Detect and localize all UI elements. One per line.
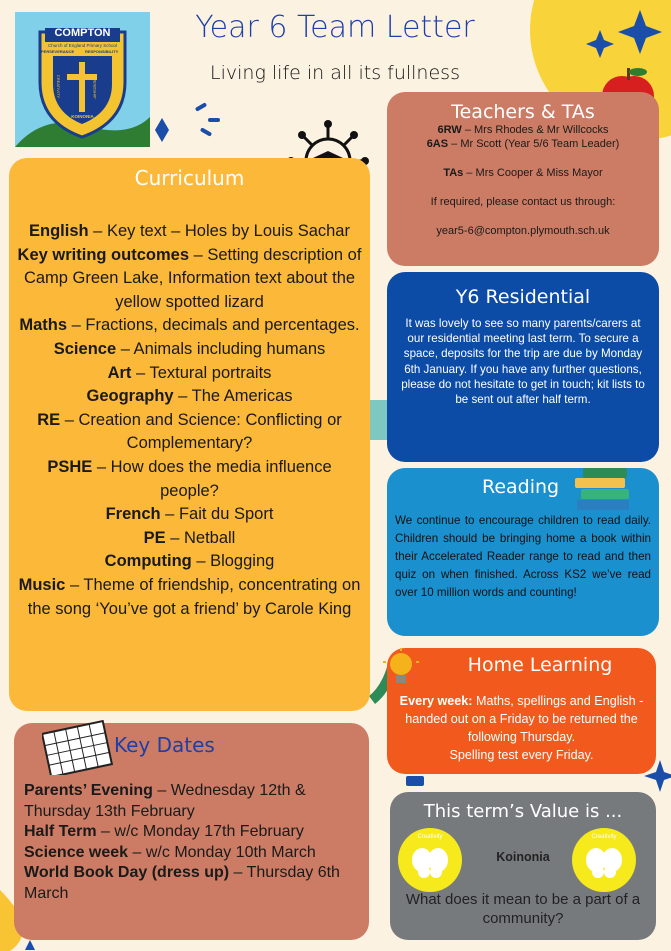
list-item: [9, 456, 370, 503]
tas-line: [387, 166, 659, 180]
subject-text: – The Americas: [173, 387, 293, 406]
subject-label: English: [29, 222, 89, 240]
list-item: [9, 550, 370, 574]
subject-text: – Textural portraits: [131, 363, 272, 382]
event-label: Parents’ Evening: [24, 782, 153, 799]
class-code: 6RW: [437, 124, 462, 136]
logo-value-vright: FRIENDSHIP: [92, 74, 98, 99]
subject-label: Music: [18, 575, 66, 594]
school-logo: [15, 12, 150, 147]
logo-koinonia: KOINONIA: [71, 114, 94, 119]
reading-title: Reading: [482, 476, 560, 498]
box-shape: [406, 776, 424, 786]
residential-title: Y6 Residential: [455, 286, 591, 308]
list-item: [24, 843, 364, 864]
event-label: Half Term: [24, 823, 97, 840]
subject-text: – Fractions, decimals and percentages.: [67, 316, 360, 335]
value-title: This term’s Value is ...: [423, 801, 623, 822]
teachers-panel: [387, 92, 659, 266]
list-item: [9, 362, 370, 386]
subject-label: Geography: [86, 387, 174, 406]
list-item: [9, 503, 370, 527]
home-learning-panel: [387, 648, 656, 774]
logo-value-vleft: CREATIVITY: [56, 74, 62, 99]
list-item: [24, 863, 364, 904]
subject-text: – Netball: [165, 528, 236, 547]
subject-label: Computing: [104, 552, 192, 571]
list-item: [9, 338, 370, 362]
event-text: – w/c Monday 17th February: [96, 823, 304, 840]
event-text: – w/c Monday 10th March: [128, 843, 316, 861]
value-word: Koinonia: [496, 850, 550, 864]
subject-label: Key writing outcomes: [17, 245, 189, 264]
curriculum-title: Curriculum: [134, 166, 245, 190]
books-icon: [573, 466, 633, 514]
every-week-label: Every week:: [399, 694, 473, 708]
key-dates-panel: [14, 723, 369, 940]
subject-text: – Animals including humans: [116, 339, 326, 358]
teachers-title: Teachers & TAs: [451, 101, 595, 123]
list-item: [9, 314, 370, 338]
subject-label: Science: [53, 339, 117, 358]
reading-panel: [387, 468, 659, 636]
page-title: Year 6 Team Letter: [195, 10, 475, 45]
contact-email[interactable]: year5-6@compton.plymouth.sch.uk: [436, 225, 610, 237]
sparkle-icon: [155, 118, 169, 142]
badge-label: Creativity: [591, 834, 617, 840]
event-label: World Book Day (dress up): [24, 864, 230, 881]
list-item: [9, 574, 370, 621]
list-item: [24, 822, 364, 843]
subject-label: Maths: [19, 316, 68, 335]
tas-label: TAs: [443, 167, 464, 179]
subject-text: – Fait du Sport: [160, 505, 274, 524]
school-motto: Living life in all its fullness: [210, 62, 460, 84]
residential-panel: [387, 272, 659, 462]
subject-text: – How does the media influence people?: [92, 457, 332, 500]
residential-body: It was lovely to see so many parents/carers at our residential meeting last term. To secure a space, deposits for the trip are due by Monday 6th January. If you have any further questions, please do not hesitate to get in touch; kit lists to be sent out after half term.: [401, 317, 645, 407]
class-teachers: – Mr Scott (Year 5/6 Team Leader): [448, 138, 620, 150]
logo-value-left: PERSEVERANCE: [41, 49, 75, 54]
subject-label: RE: [37, 410, 61, 429]
creativity-badge-left: [398, 828, 462, 892]
list-item: [24, 781, 364, 822]
subject-label: PSHE: [47, 457, 93, 476]
contact-text: If required, please contact us through:: [430, 196, 616, 208]
event-label: Science week: [24, 843, 129, 861]
key-dates-title: Key Dates: [114, 733, 215, 757]
event-text: – Wednesday 12th & Thursday 13th February: [24, 782, 306, 820]
list-item: [9, 409, 370, 456]
list-item: [9, 385, 370, 409]
subject-text: – Creation and Science: Conflicting or Complementary?: [60, 410, 342, 453]
spelling-test-text: Spelling test every Friday.: [449, 748, 594, 762]
subject-label: Art: [107, 363, 132, 382]
tas-text: – Mrs Cooper & Miss Mayor: [463, 167, 603, 179]
reading-body: We continue to encourage children to read daily. Children should be bringing home a book within their Accelerated Reader range to read and then quiz on when finished. Across KS2 we’ve read over 10 million words and counting!: [395, 514, 651, 599]
curriculum-list: [9, 220, 370, 621]
creativity-badge-right: [572, 828, 636, 892]
subject-text: – Blogging: [191, 552, 275, 571]
value-panel: [390, 792, 656, 940]
subject-text: – Theme of friendship, concentrating on the song ‘You’ve got a friend’ by Carole King: [27, 575, 361, 618]
logo-subtitle: Church of England Primary School: [47, 43, 118, 48]
key-dates-list: [24, 781, 364, 904]
class-code: 6AS: [426, 138, 449, 150]
list-item: [9, 244, 370, 315]
value-question: What does it mean to be a part of a community?: [405, 891, 641, 927]
home-learning-text: Maths, spellings and English - handed out on a Friday to be returned the following Thursday.: [405, 694, 644, 744]
curriculum-panel: [9, 158, 370, 711]
subject-label: PE: [143, 528, 166, 547]
class-teachers: – Mrs Rhodes & Mr Willcocks: [461, 124, 609, 136]
home-learning-body: [389, 692, 654, 764]
list-item: [9, 220, 370, 244]
class-6as: [387, 137, 659, 151]
class-6rw: [387, 123, 659, 137]
logo-value-right: RESPONSIBILITY: [85, 49, 119, 54]
subject-label: French: [105, 505, 161, 524]
subject-text: – Setting description of Camp Green Lake, Information text about the yellow spotted lizard: [23, 245, 362, 311]
calendar-icon: [42, 717, 114, 775]
badge-label: Creativity: [417, 834, 443, 840]
lightbulb-icon: [383, 648, 419, 692]
logo-name: COMPTON: [54, 27, 111, 39]
list-item: [9, 527, 370, 551]
subject-text: – Key text – Holes by Louis Sachar: [88, 222, 350, 240]
event-text: – Thursday 6th March: [24, 864, 340, 902]
home-learning-title: Home Learning: [467, 654, 613, 676]
